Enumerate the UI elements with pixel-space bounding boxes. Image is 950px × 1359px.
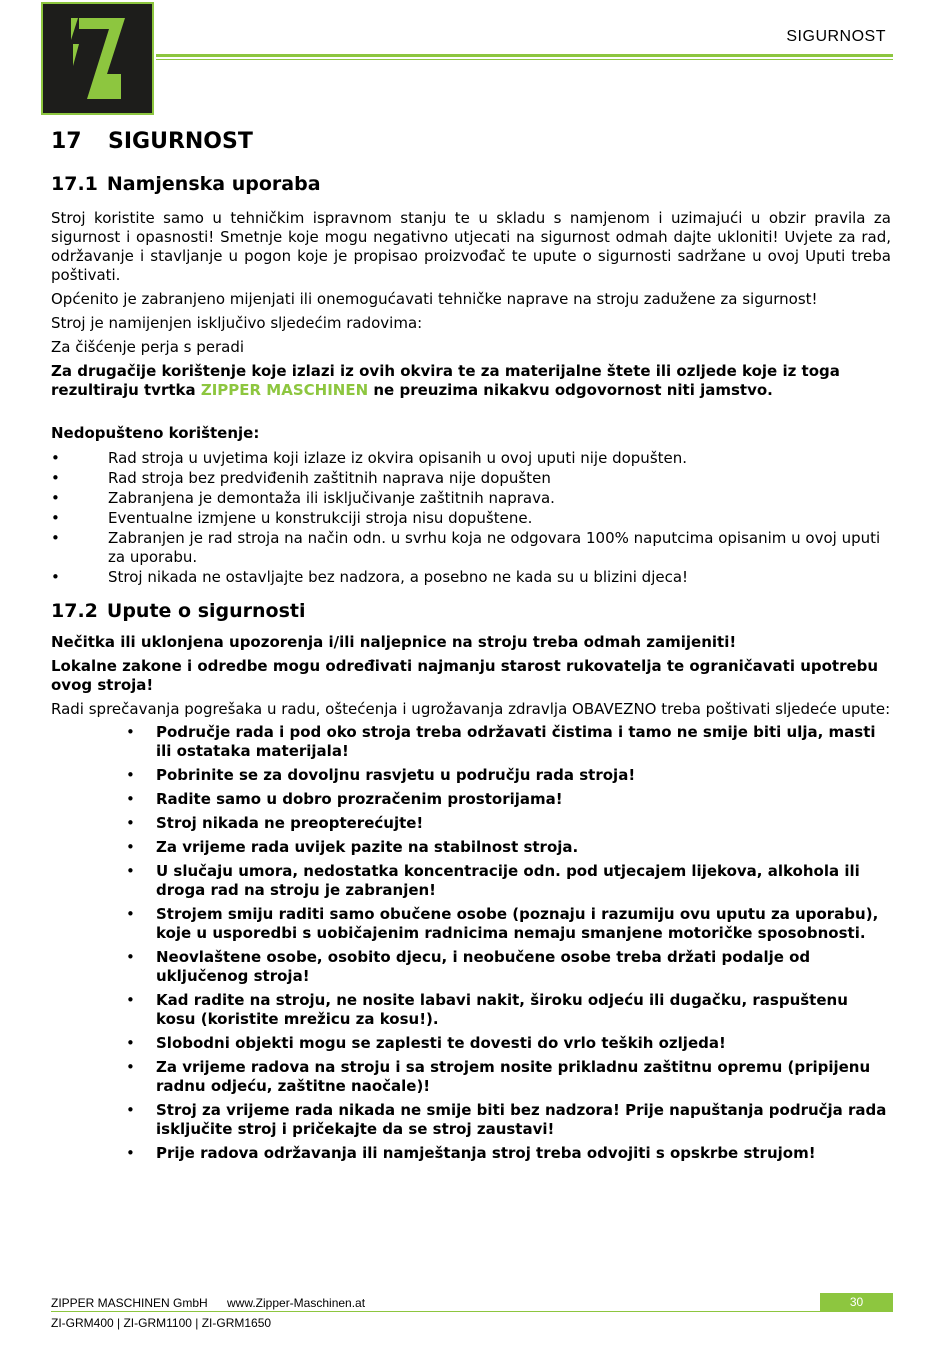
list-item-text: Područje rada i pod oko stroja treba održavati čistima i tamo ne smije biti ulja, masti ili ostataka materijala! [156, 723, 876, 760]
header-rule-thin [156, 59, 893, 60]
intended-use-paragraph: Stroj koristite samo u tehničkim ispravnom stanju te u skladu s namjenom i uzimajući u obzir pravila za sigurnost i opasnosti! Smetnje koje mogu negativno utjecati na sigurnost odmah dajte ukloniti! Uvjete za rad, održavanje i stavljanje u pogon koje je propisao proizvođač te upute o sigurnosti sadržane u ovoj Uputi treba poštivati. [51, 209, 891, 284]
bullet-icon: • [126, 1101, 135, 1119]
misuse-list [51, 449, 891, 587]
bullet-icon: • [126, 814, 135, 832]
bullet-icon: • [126, 1144, 135, 1162]
safety-devices-paragraph: Općenito je zabranjeno mijenjati ili onemogućavati tehničke naprave na stroju zadužene za sigurnost! [51, 290, 818, 308]
intended-work-paragraph: Stroj je namijenjen isključivo sljedećim radovima: [51, 314, 423, 332]
list-item-text: Kad radite na stroju, ne nosite labavi nakit, široku odjeću ili dugačku, raspuštenu kosu (koristite mrežicu za kosu!). [156, 991, 848, 1028]
liability-warning-text: Za drugačije korištenje koje izlazi iz ovih okvira te za materijalne štete ili ozljede koje iz toga rezultiraju tvrtka [51, 362, 840, 399]
list-item [51, 1101, 891, 1139]
list-item [51, 723, 891, 761]
list-item-text: Rad stroja u uvjetima koji izlaze iz okvira opisanih u ovoj uputi nije dopušten. [108, 449, 688, 467]
footer-models: ZI-GRM400 | ZI-GRM1100 | ZI-GRM1650 [51, 1316, 272, 1330]
list-item-text: Zabranjena je demontaža ili isključivanje zaštitnih naprava. [108, 489, 555, 507]
header-section-title: SIGURNOST [786, 28, 886, 45]
list-item [51, 838, 891, 857]
list-item-text: Zabranjen je rad stroja na način odn. u svrhu koja ne odgovara 100% naputcima opisanim u ovoj uputi za uporabu. [108, 529, 881, 566]
footer-rule [51, 1311, 893, 1312]
list-item-text: U slučaju umora, nedostatka koncentracije odn. pod utjecajem lijekova, alkohola ili droga rad na stroju je zabranjen! [156, 862, 860, 899]
bullet-icon: • [126, 766, 135, 784]
list-item-text: Stroj nikada ne ostavljajte bez nadzora, a posebno ne kada su u blizini djeca! [108, 568, 689, 586]
bullet-icon: • [51, 529, 60, 547]
page-number: 30 [820, 1293, 893, 1312]
list-item-text: Za vrijeme radova na stroju i sa strojem nosite prikladnu zaštitnu opremu (pripijenu radnu odjeću, zaštitne naočale)! [156, 1058, 871, 1095]
section-heading-17-1 [51, 172, 891, 196]
labels-warning: Nečitka ili uklonjena upozorenja i/ili naljepnice na stroju treba odmah zamijeniti! [51, 633, 737, 651]
list-item-text: Radite samo u dobro prozračenim prostorijama! [156, 790, 563, 808]
bullet-icon: • [126, 948, 135, 966]
list-item-text: Stroj za vrijeme rada nikada ne smije biti bez nadzora! Prije napuštanja područja rada isključite stroj i pričekajte da se stroj zaustavi! [156, 1101, 887, 1138]
bullet-icon: • [51, 489, 60, 507]
list-item-text: Za vrijeme rada uvijek pazite na stabilnost stroja. [156, 838, 579, 856]
safety-rules-list [51, 723, 891, 1163]
list-item [51, 862, 891, 900]
bullet-icon: • [126, 1034, 135, 1052]
page-content [51, 128, 891, 1168]
section-number: 17.1 [51, 173, 98, 195]
list-item [51, 469, 891, 488]
bullet-icon: • [51, 449, 60, 467]
misuse-heading: Nedopušteno korištenje: [51, 424, 260, 442]
liability-warning [51, 362, 891, 400]
list-item [51, 529, 891, 567]
list-item [51, 814, 891, 833]
section-title: Upute o sigurnosti [106, 600, 306, 622]
chapter-heading [51, 128, 891, 156]
local-laws-warning: Lokalne zakone i odredbe mogu određivati najmanju starost rukovatelja te ograničavati upotrebu ovog stroja! [51, 657, 879, 694]
list-item [51, 1144, 891, 1163]
bullet-icon: • [51, 469, 60, 487]
list-item [51, 948, 891, 986]
section-heading-17-2 [51, 599, 891, 623]
bullet-icon: • [126, 723, 135, 741]
list-item-text: Pobrinite se za dovoljnu rasvjetu u području rada stroja! [156, 766, 636, 784]
list-item-text: Eventualne izmjene u konstrukciji stroja nisu dopuštene. [108, 509, 533, 527]
list-item-text: Strojem smiju raditi samo obučene osobe (poznaju i razumiju ovu uputu za uporabu), koje u usporedbi s uobičajenim radnicima nemaju smanjene motoričke sposobnosti. [156, 905, 879, 942]
list-item [51, 449, 891, 468]
list-item [51, 509, 891, 528]
list-item [51, 568, 891, 587]
bullet-icon: • [126, 790, 135, 808]
bullet-icon: • [126, 905, 135, 923]
footer-company: ZIPPER MASCHINEN GmbH [51, 1296, 208, 1310]
list-item [51, 905, 891, 943]
bullet-icon: • [126, 862, 135, 880]
zipper-logo [41, 2, 154, 115]
chapter-title: SIGURNOST [108, 129, 253, 154]
liability-warning-text-end: ne preuzima nikakvu odgovornost niti jamstvo. [368, 381, 773, 399]
safety-intro: Radi sprečavanja pogrešaka u radu, oštećenja i ugrožavanja zdravlja OBAVEZNO treba poštivati sljedeće upute: [51, 700, 891, 718]
bullet-icon: • [51, 568, 60, 586]
list-item [51, 991, 891, 1029]
list-item-text: Prije radova održavanja ili namještanja stroj treba odvojiti s opskrbe strujom! [156, 1144, 816, 1162]
section-number: 17.2 [51, 600, 98, 622]
bullet-icon: • [126, 838, 135, 856]
zipper-z-logo-icon [43, 4, 152, 113]
list-item [51, 766, 891, 785]
section-title: Namjenska uporaba [106, 173, 321, 195]
list-item-text: Rad stroja bez predviđenih zaštitnih naprava nije dopušten [108, 469, 551, 487]
chapter-number: 17 [51, 129, 82, 154]
list-item [51, 1034, 891, 1053]
bullet-icon: • [126, 991, 135, 1009]
bullet-icon: • [51, 509, 60, 527]
list-item-text: Neovlaštene osobe, osobito djecu, i neobučene osobe treba držati podalje od uključenog stroja! [156, 948, 811, 985]
intended-work-item: Za čišćenje perja s peradi [51, 338, 245, 356]
footer-url-link[interactable]: www.Zipper-Maschinen.at [227, 1296, 366, 1310]
header-rule [156, 54, 893, 57]
list-item-text: Slobodni objekti mogu se zaplesti te dovesti do vrlo teških ozljeda! [156, 1034, 726, 1052]
list-item-text: Stroj nikada ne preopterećujte! [156, 814, 424, 832]
list-item [51, 489, 891, 508]
brand-name: ZIPPER MASCHINEN [200, 381, 369, 399]
list-item [51, 790, 891, 809]
list-item [51, 1058, 891, 1096]
bullet-icon: • [126, 1058, 135, 1076]
